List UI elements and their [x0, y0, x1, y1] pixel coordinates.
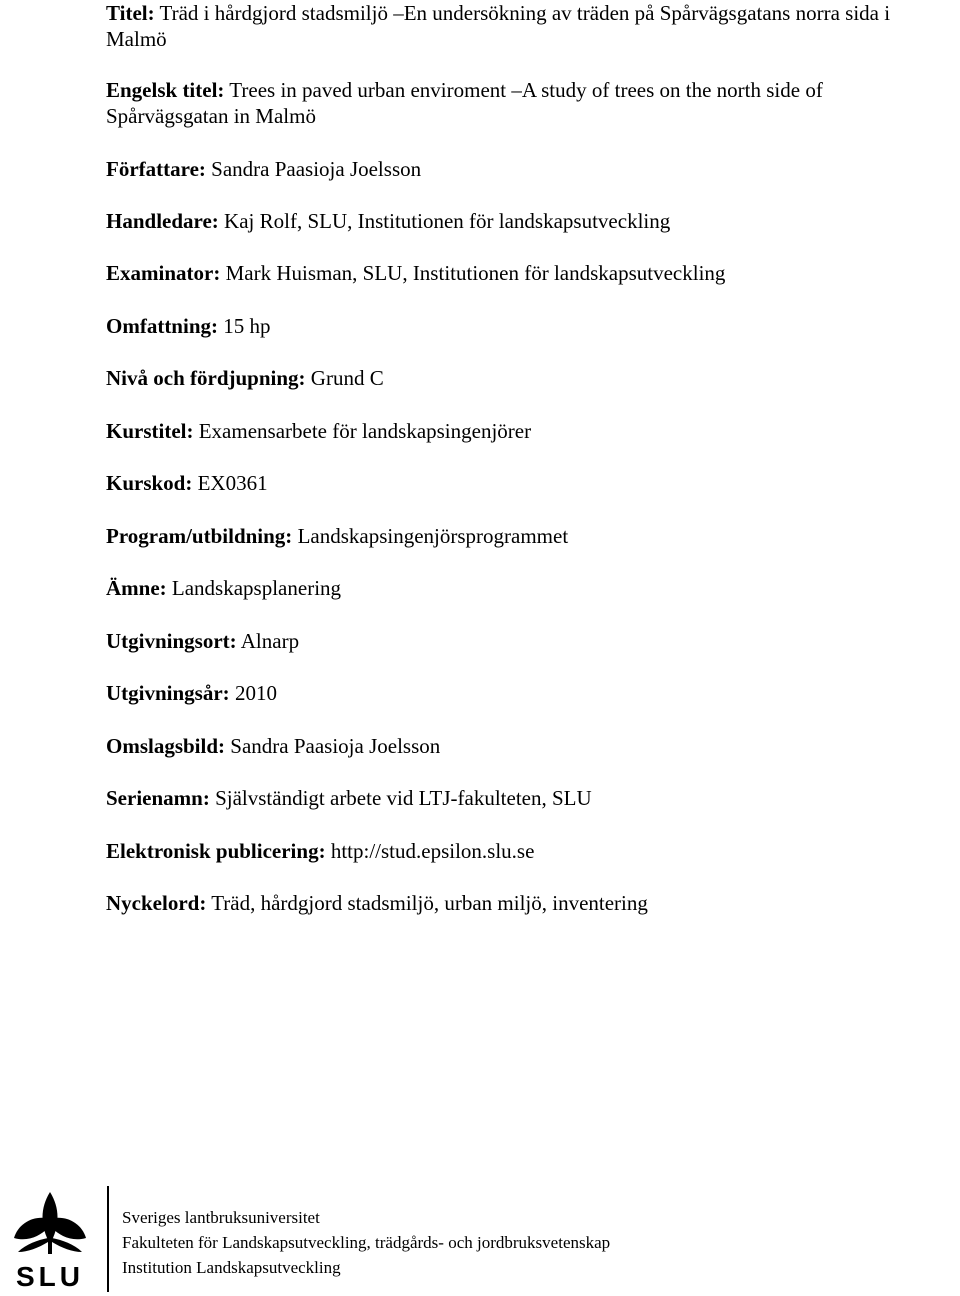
field-label: Titel: [106, 1, 155, 25]
footer-institution [122, 1205, 610, 1280]
field-electronic-publication [106, 838, 936, 864]
field-course-title [106, 418, 936, 444]
field-label: Engelsk titel: [106, 78, 225, 102]
field-title [106, 0, 936, 52]
footer-university: Sveriges lantbruksuniversitet [122, 1208, 320, 1227]
field-label: Serienamn: [106, 786, 210, 810]
field-label: Kurstitel: [106, 419, 194, 443]
field-value: Landskapsingenjörsprogrammet [297, 524, 569, 548]
field-value: Alnarp [240, 629, 300, 653]
field-value: Trees in paved urban enviroment –A study of trees on the north side of Spårvägsgatan in Malmö [106, 78, 823, 128]
field-cover-image [106, 733, 936, 759]
field-subject [106, 575, 936, 601]
field-value: Kaj Rolf, SLU, Institutionen för landskapsutveckling [224, 209, 671, 233]
field-course-code [106, 470, 936, 496]
field-value: Grund C [310, 366, 384, 390]
field-program [106, 523, 936, 549]
metadata-list [106, 0, 936, 916]
footer-faculty: Fakulteten för Landskapsutveckling, trädgårds- och jordbruksvetenskap [122, 1233, 611, 1252]
field-examiner [106, 260, 936, 286]
field-label: Författare: [106, 157, 206, 181]
slu-logo [10, 1186, 90, 1290]
field-value: http://stud.epsilon.slu.se [330, 839, 535, 863]
field-label: Omslagsbild: [106, 734, 226, 758]
field-label: Kurskod: [106, 471, 193, 495]
field-value: 2010 [234, 681, 277, 705]
footer-divider [107, 1186, 109, 1292]
field-label: Program/utbildning: [106, 524, 293, 548]
field-label: Utgivningsort: [106, 629, 237, 653]
field-value: Träd i hårdgjord stadsmiljö –En undersökning av träden på Spårvägsgatans norra sida i Malmö [106, 1, 891, 51]
field-label: Utgivningsår: [106, 681, 230, 705]
field-value: Sandra Paasioja Joelsson [230, 734, 441, 758]
slu-logo-icon [10, 1186, 90, 1290]
field-scope [106, 313, 936, 339]
field-value: 15 hp [223, 314, 271, 338]
field-label: Omfattning: [106, 314, 218, 338]
field-label: Elektronisk publicering: [106, 839, 326, 863]
field-label: Nyckelord: [106, 891, 207, 915]
field-value: Examensarbete för landskapsingenjörer [198, 419, 532, 443]
field-level [106, 365, 936, 391]
field-english-title [106, 77, 936, 129]
field-value: EX0361 [197, 471, 268, 495]
field-publication-year [106, 680, 936, 706]
field-value: Självständigt arbete vid LTJ-fakulteten, SLU [215, 786, 592, 810]
field-keywords [106, 890, 936, 916]
logo-text: SLU [16, 1261, 84, 1290]
field-value: Landskapsplanering [171, 576, 342, 600]
field-series [106, 785, 936, 811]
field-value: Träd, hårdgjord stadsmiljö, urban miljö, inventering [211, 891, 648, 915]
field-value: Sandra Paasioja Joelsson [211, 157, 422, 181]
field-label: Handledare: [106, 209, 219, 233]
field-supervisor [106, 208, 936, 234]
field-value: Mark Huisman, SLU, Institutionen för landskapsutveckling [225, 261, 726, 285]
field-label: Nivå och fördjupning: [106, 366, 306, 390]
field-author [106, 156, 936, 182]
field-label: Ämne: [106, 576, 167, 600]
field-label: Examinator: [106, 261, 221, 285]
footer-department: Institution Landskapsutveckling [122, 1258, 341, 1277]
field-publication-place [106, 628, 936, 654]
